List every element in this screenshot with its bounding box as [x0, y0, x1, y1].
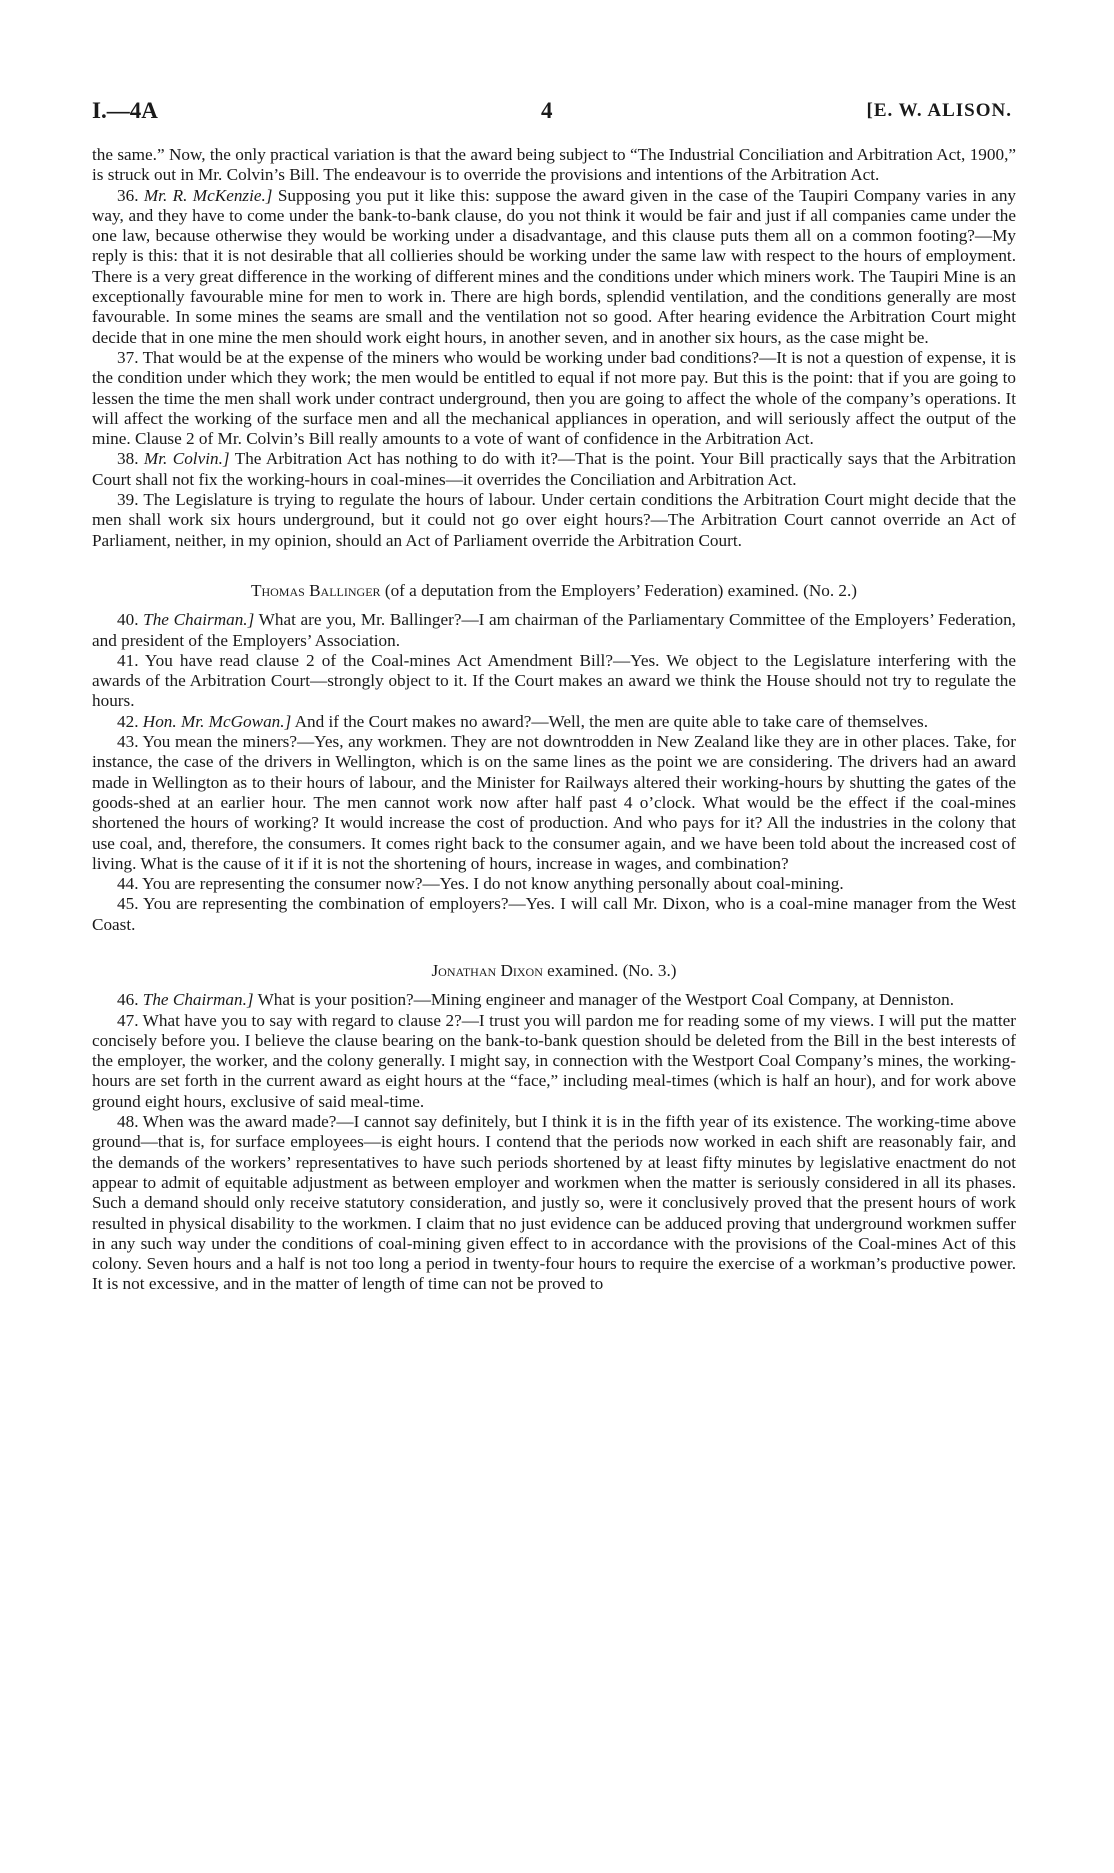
- questioner: Mr. R. McKenzie.]: [143, 185, 273, 205]
- paragraph-text: You mean the miners?—Yes, any workmen. They are not downtrodden in New Zealand like they are in other places. Take, for instance, the case of the drivers in Wellington, which is on the same lines as the point we are considering. The drivers had an award made in Wellington as to their hours of labour, and the Minister for Railways altered their working-hours by shutting the gates of the goods-shed at an earlier hour. The men cannot work now after half past 4 o’clock. What would be the effect if the coal-mines shortened the hours of working? It would increase the cost of production. And who pays for it? All the industries in the colony that use coal, and, therefore, the consumers. It comes right back to the consumer again, and we have been told about the increased cost of living. What is the cause of it if it is not the shortening of hours, increase in wages, and combination?: [92, 732, 1016, 873]
- question-number: 38.: [117, 449, 139, 469]
- paragraph-text: the same.” Now, the only practical variation is that the award being subject to “The Industrial Conciliation and Arbitration Act, 1900,” is struck out in Mr. Colvin’s Bill. The endeavour is to override the provisions and intentions of the Arbitration Act.: [92, 145, 1016, 185]
- question-number: 47.: [117, 1010, 139, 1030]
- paragraph-text: You are representing the combination of employers?—Yes. I will call Mr. Dixon, who is a coal-mine manager from the West Coast.: [92, 894, 1016, 934]
- evidence-paragraph: [92, 145, 1016, 186]
- question-number: 44.: [117, 874, 139, 894]
- paper-reference: I.—4A: [92, 98, 158, 123]
- witness-name: Jonathan Dixon: [431, 960, 543, 980]
- paragraph-text: The Arbitration Act has nothing to do with it?—That is the point. Your Bill practically says that the Arbitration Court shall not fix the working-hours in coal-mines—it overrides the Conciliation and Arbitration Act.: [92, 449, 1017, 489]
- paragraph-text: When was the award made?—I cannot say definitely, but I think it is in the fifth year of its existence. The working-time above ground—that is, for surface employees—is eight hours. I contend that the periods now worked in each shift are reasonably fair, and the demands of the workers’ representatives to have such periods shortened by at least fifty minutes by legislative enactment do not appear to admit of equitable adjustment as between employer and workmen when the matter is seriously considered in all its phases. Such a demand should only receive statutory consideration, and justly so, were it conclusively proved that the present hours of work resulted in physical disability to the workmen. I claim that no just evidence can be adduced proving that underground workmen suffer in any such way under the conditions of coal-mining given effect to in accordance with the provisions of the Coal-mines Act of this colony. Seven hours and a half is not too long a period in twenty-four hours to require the exercise of a workman’s productive power. It is not excessive, and in the matter of length of time can not be proved to: [92, 1112, 1016, 1294]
- question-number: 36.: [117, 185, 139, 205]
- witness-running-head: [E. W. ALISON.: [866, 100, 1012, 121]
- questioner: The Chairman.]: [142, 990, 254, 1010]
- page-header: [0, 98, 1114, 128]
- evidence-paragraph: [92, 651, 1016, 712]
- witness-name: Thomas Ballinger: [250, 580, 381, 600]
- evidence-paragraph: [92, 874, 1016, 894]
- question-number: 41.: [117, 650, 139, 670]
- paragraph-text: Supposing you put it like this: suppose the award given in the case of the Taupiri Company varies in any way, and they have to come under the bank-to-bank clause, do you not think it would be fair and just if all companies came under the one law, because otherwise they would be working under a disadvantage, and this clause puts them all on a common footing?—My reply is this: that it is not desirable that all collieries should be working under the same law with respect to the hours of employment. There is a very great difference in the working of different mines and the conditions under which miners work. The Taupiri Mine is an exceptionally favourable mine for men to work in. There are high bords, splendid ventilation, and the conditions generally are most favourable. In some mines the seams are small and the ventilation not so good. After hearing evidence the Arbitration Court might decide that in one mine the men should work eight hours, in another seven, and in another six hours, as the case might be.: [92, 185, 1017, 347]
- evidence-paragraph: [92, 732, 1016, 874]
- question-number: 39.: [117, 490, 139, 510]
- evidence-paragraph: [92, 490, 1016, 551]
- question-number: 46.: [117, 990, 139, 1010]
- evidence-section-3: [92, 990, 1016, 1294]
- evidence-paragraph: [92, 1112, 1016, 1295]
- question-number: 43.: [117, 732, 139, 752]
- paragraph-text: What have you to say with regard to clause 2?—I trust you will pardon me for reading some of my views. I will put the matter concisely before you. I believe the clause bearing on the bank-to-bank question should be deleted from the Bill in the best interests of the employer, the worker, and the colony generally. I might say, in connection with the Westport Coal Company’s mines, the working-hours are set forth in the current award as eight hours at the “face,” including meal-times (which is half an hour), and for work above ground eight hours, exclusive of said meal-time.: [92, 1010, 1016, 1111]
- evidence-paragraph: [92, 712, 1016, 732]
- evidence-paragraph: [92, 610, 1016, 651]
- body-text: [92, 145, 1016, 1295]
- evidence-paragraph: [92, 348, 1016, 449]
- paragraph-text: What are you, Mr. Ballinger?—I am chairman of the Parliamentary Committee of the Employers’ Federation, and president of the Employers’ Association.: [92, 610, 1016, 650]
- questioner: Hon. Mr. McGowan.]: [142, 711, 292, 731]
- paragraph-text: And if the Court makes no award?—Well, the men are quite able to take care of themselves.: [294, 711, 928, 731]
- evidence-paragraph: [92, 990, 1016, 1010]
- witness-heading-ballinger: [92, 581, 1016, 601]
- evidence-paragraph: [92, 186, 1016, 348]
- paragraph-text: The Legislature is trying to regulate the hours of labour. Under certain conditions the Arbitration Court might decide that the men shall work six hours underground, but it could not go over eight hours?—The Arbitration Court cannot override an Act of Parliament, neither, in my opinion, should an Act of Parliament override the Arbitration Court.: [92, 490, 1016, 550]
- paragraph-text: You have read clause 2 of the Coal-mines Act Amendment Bill?—Yes. We object to the Legislature interfering with the awards of the Arbitration Court—strongly object to it. If the Court makes an award we think the House should not try to regulate the hours.: [92, 650, 1016, 711]
- question-number: 48.: [117, 1112, 139, 1132]
- witness-heading-dixon: [92, 961, 1016, 981]
- questioner: The Chairman.]: [143, 610, 255, 630]
- evidence-paragraph: [92, 894, 1016, 935]
- question-number: 45.: [117, 894, 139, 914]
- question-number: 42.: [117, 711, 139, 731]
- evidence-section-2: [92, 610, 1016, 935]
- evidence-section-1: [92, 145, 1016, 551]
- paragraph-text: That would be at the expense of the miners who would be working under bad conditions?—It is not a question of expense, it is the condition under which they work; the men would be entitled to equal if not more pay. But this is the point: that if you are going to lessen the time the men shall work under contract underground, then you are going to affect the whole of the company’s operations. It will affect the working of the surface men and all the mechanical appliances in operation, and will seriously affect the output of the mine. Clause 2 of Mr. Colvin’s Bill really amounts to a vote of want of confidence in the Arbitration Act.: [92, 347, 1016, 449]
- questioner: Mr. Colvin.]: [143, 449, 230, 469]
- page-number: 4: [541, 98, 553, 123]
- witness-description: (of a deputation from the Employers’ Federation) examined. (No. 2.): [384, 580, 858, 600]
- evidence-paragraph: [92, 1011, 1016, 1112]
- question-number: 40.: [117, 610, 139, 630]
- question-number: 37.: [117, 347, 139, 367]
- evidence-paragraph: [92, 449, 1016, 490]
- paragraph-text: You are representing the consumer now?—Yes. I do not know anything personally about coal-mining.: [142, 874, 844, 894]
- paragraph-text: What is your position?—Mining engineer and manager of the Westport Coal Company, at Denniston.: [257, 990, 955, 1010]
- witness-description: examined. (No. 3.): [547, 960, 677, 980]
